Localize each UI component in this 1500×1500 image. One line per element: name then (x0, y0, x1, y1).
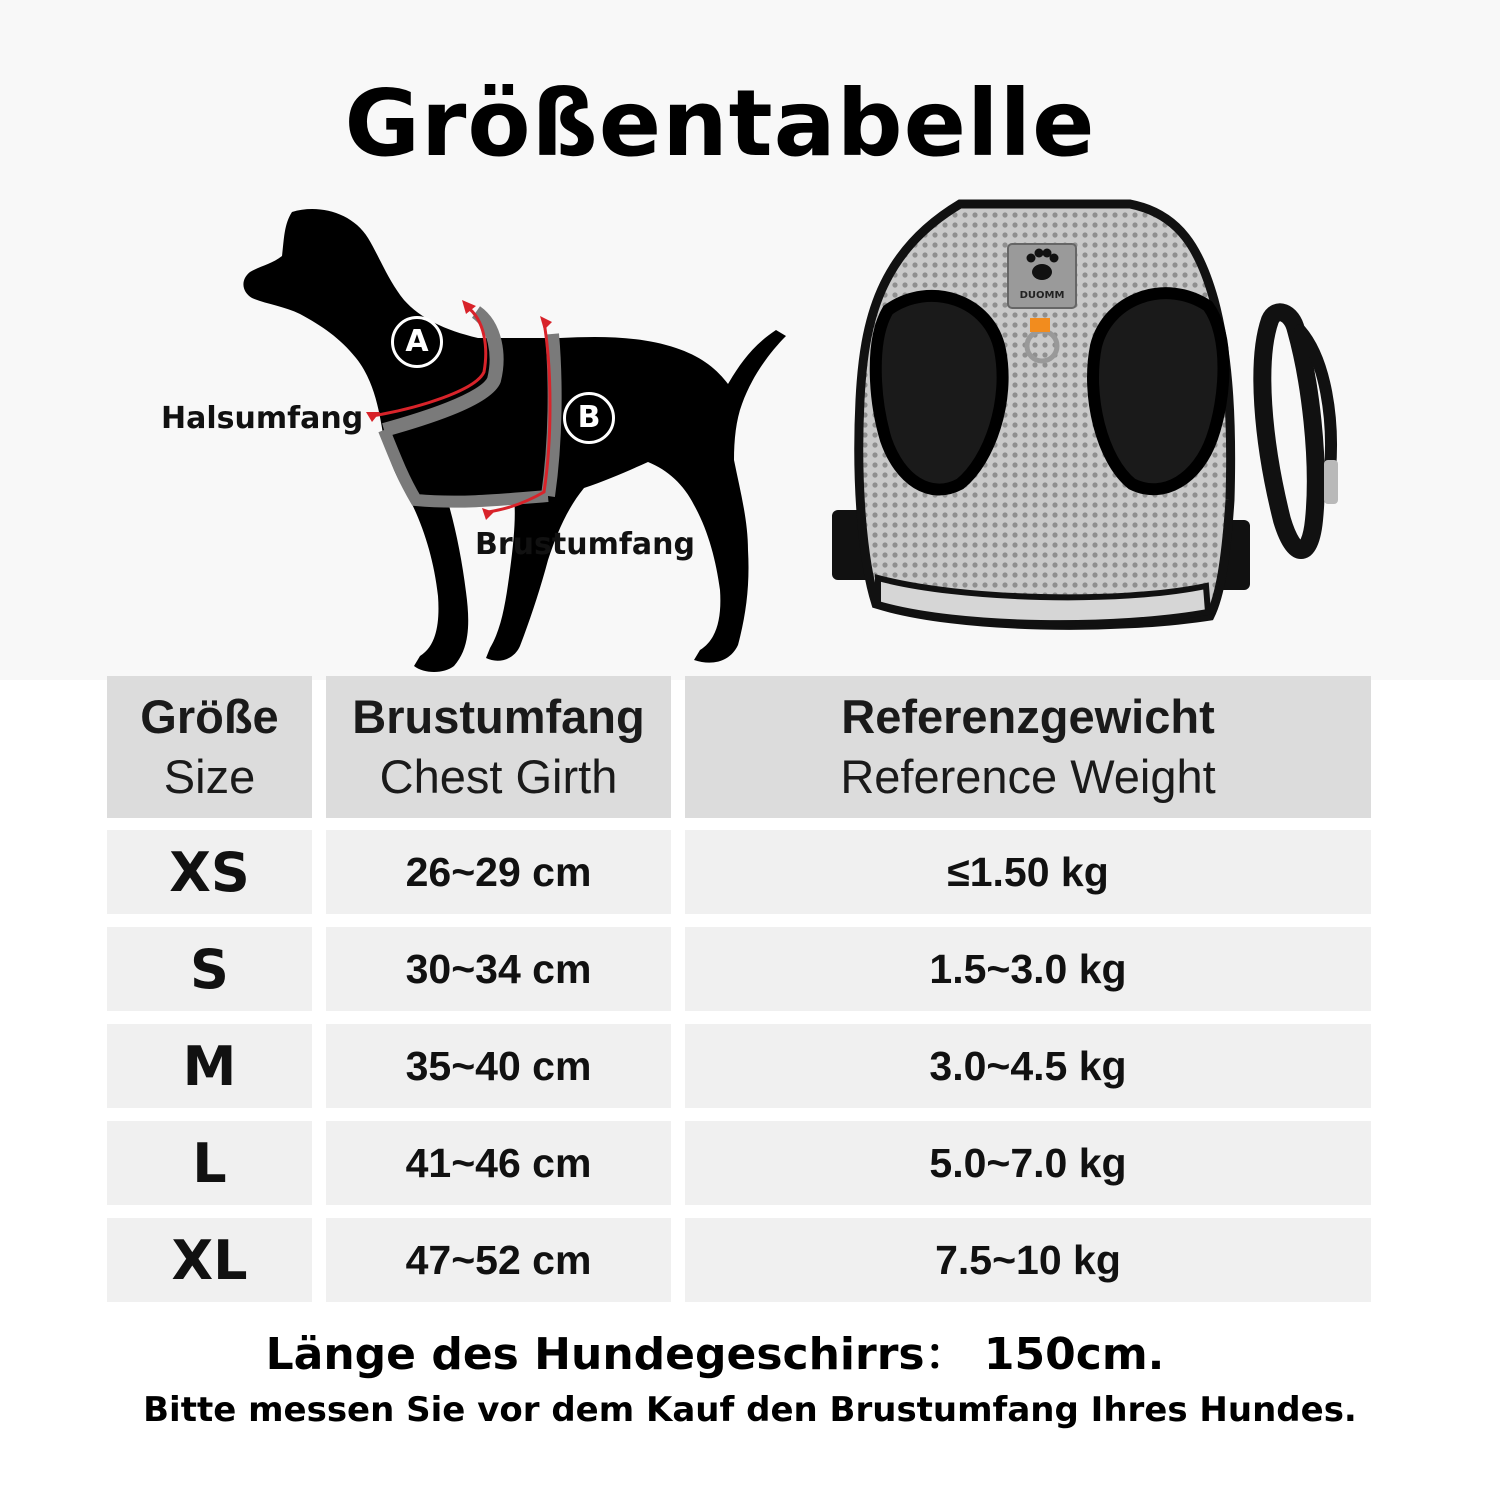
weight-cell (685, 927, 1371, 1011)
chest-value: 35~40 cm (405, 1042, 592, 1089)
header-size-de: Größe (140, 690, 279, 743)
weight-value: 7.5~10 kg (935, 1236, 1121, 1283)
harness-length-note: Länge des Hundegeschirrs： 150cm. (265, 1329, 1165, 1380)
marker-b: B (563, 392, 615, 444)
chest-value: 30~34 cm (405, 945, 592, 992)
brand-logo: DUOMM (1019, 290, 1065, 301)
page-title: Größentabelle (344, 70, 1096, 177)
chest-value: 47~52 cm (405, 1236, 592, 1283)
header-weight (685, 676, 1371, 818)
size-cell: M (182, 1034, 237, 1098)
weight-value: ≤1.50 kg (947, 848, 1109, 895)
weight-cell (685, 830, 1371, 914)
chest-cell (326, 1121, 671, 1205)
dog-harness-icon (820, 190, 1380, 660)
header-chest (326, 676, 671, 818)
weight-cell (685, 1121, 1371, 1205)
chest-cell (326, 830, 671, 914)
weight-value: 3.0~4.5 kg (929, 1042, 1127, 1089)
measure-instruction: Bitte messen Sie vor dem Kauf den Brustumfang Ihres Hundes. (143, 1390, 1357, 1430)
table-row (107, 927, 312, 1011)
chest-cell (326, 1024, 671, 1108)
size-cell: S (190, 937, 229, 1001)
header-weight-de: Referenzgewicht (841, 690, 1215, 743)
weight-value: 1.5~3.0 kg (929, 945, 1127, 992)
header-weight-en: Reference Weight (840, 750, 1216, 803)
marker-a: A (391, 316, 443, 368)
chest-value: 41~46 cm (405, 1139, 592, 1186)
chest-cell (326, 1218, 671, 1302)
size-cell: L (192, 1131, 227, 1195)
table-row (107, 1121, 312, 1205)
chest-value: 26~29 cm (405, 848, 592, 895)
size-cell: XS (169, 840, 250, 904)
paw-icon (1022, 248, 1062, 284)
weight-cell (685, 1218, 1371, 1302)
header-chest-en: Chest Girth (379, 750, 618, 803)
dog-silhouette-icon (150, 195, 810, 685)
header-chest-de: Brustumfang (352, 690, 645, 743)
header-size-en: Size (163, 750, 256, 803)
weight-value: 5.0~7.0 kg (929, 1139, 1127, 1186)
table-row (107, 1024, 312, 1108)
table-row (107, 1218, 312, 1302)
table-row (107, 830, 312, 914)
chest-girth-label: Brustumfang (475, 527, 695, 562)
neck-girth-label: Halsumfang (161, 401, 364, 436)
chest-cell (326, 927, 671, 1011)
header-size (107, 676, 312, 818)
size-cell: XL (171, 1228, 248, 1292)
weight-cell (685, 1024, 1371, 1108)
